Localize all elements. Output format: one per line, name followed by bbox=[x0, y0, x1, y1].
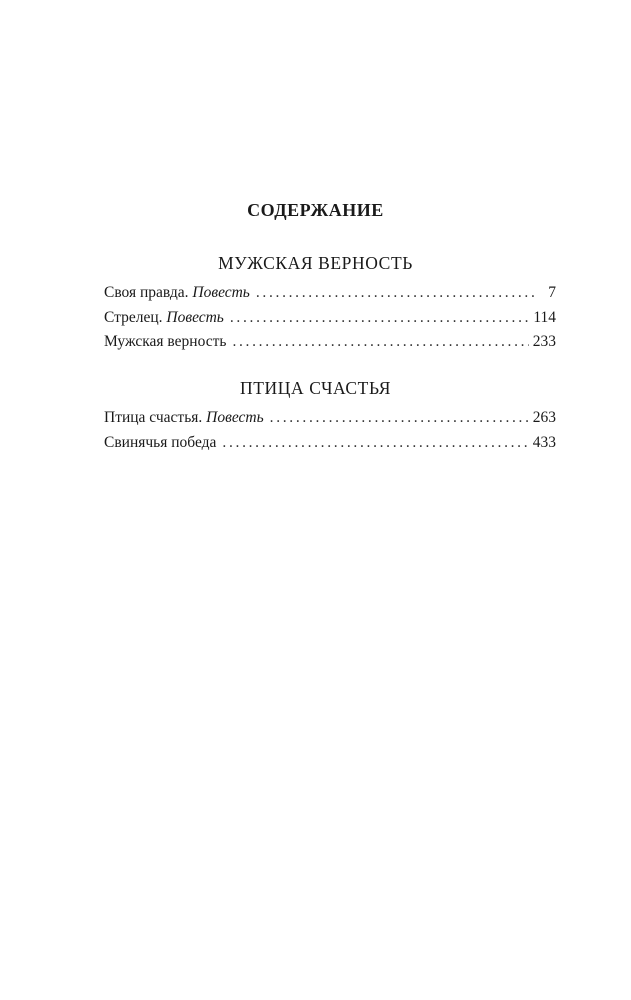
entry-page-number: 7 bbox=[548, 284, 556, 301]
section-title-muzhskaya-vernost: МУЖСКАЯ ВЕРНОСТЬ bbox=[218, 253, 413, 273]
entry-title: Мужская верность bbox=[104, 333, 227, 350]
toc-entry[interactable] bbox=[104, 434, 556, 459]
entry-genre: Повесть bbox=[206, 409, 264, 426]
toc-entry[interactable] bbox=[104, 333, 556, 358]
entry-title: Птица счастья. Повесть bbox=[104, 409, 264, 426]
entry-genre: Повесть bbox=[166, 308, 224, 326]
entry-page-number: 433 bbox=[532, 433, 556, 451]
dot-leader bbox=[222, 434, 528, 452]
entry-page-number: 114 bbox=[533, 308, 556, 326]
toc-entry[interactable] bbox=[104, 284, 556, 309]
entry-page-number: 233 bbox=[532, 333, 556, 350]
entry-title: Своя правда. Повесть bbox=[104, 284, 250, 301]
dot-leader bbox=[232, 333, 528, 351]
toc-entry[interactable] bbox=[104, 409, 556, 434]
dot-leader bbox=[256, 284, 538, 302]
entry-genre: Повесть bbox=[192, 284, 250, 301]
entry-page-number: 263 bbox=[532, 409, 556, 426]
section-entries-1 bbox=[104, 284, 556, 358]
toc-entry[interactable] bbox=[104, 309, 556, 334]
dot-leader bbox=[270, 409, 529, 427]
toc-heading: СОДЕРЖАНИЕ bbox=[247, 200, 384, 220]
section-entries-2 bbox=[104, 409, 556, 458]
entry-title: Стрелец. Повесть bbox=[104, 308, 224, 326]
dot-leader bbox=[230, 309, 529, 327]
entry-title: Свинячья победа bbox=[104, 433, 217, 451]
section-title-ptitsa-schastya: ПТИЦА СЧАСТЬЯ bbox=[240, 378, 391, 398]
